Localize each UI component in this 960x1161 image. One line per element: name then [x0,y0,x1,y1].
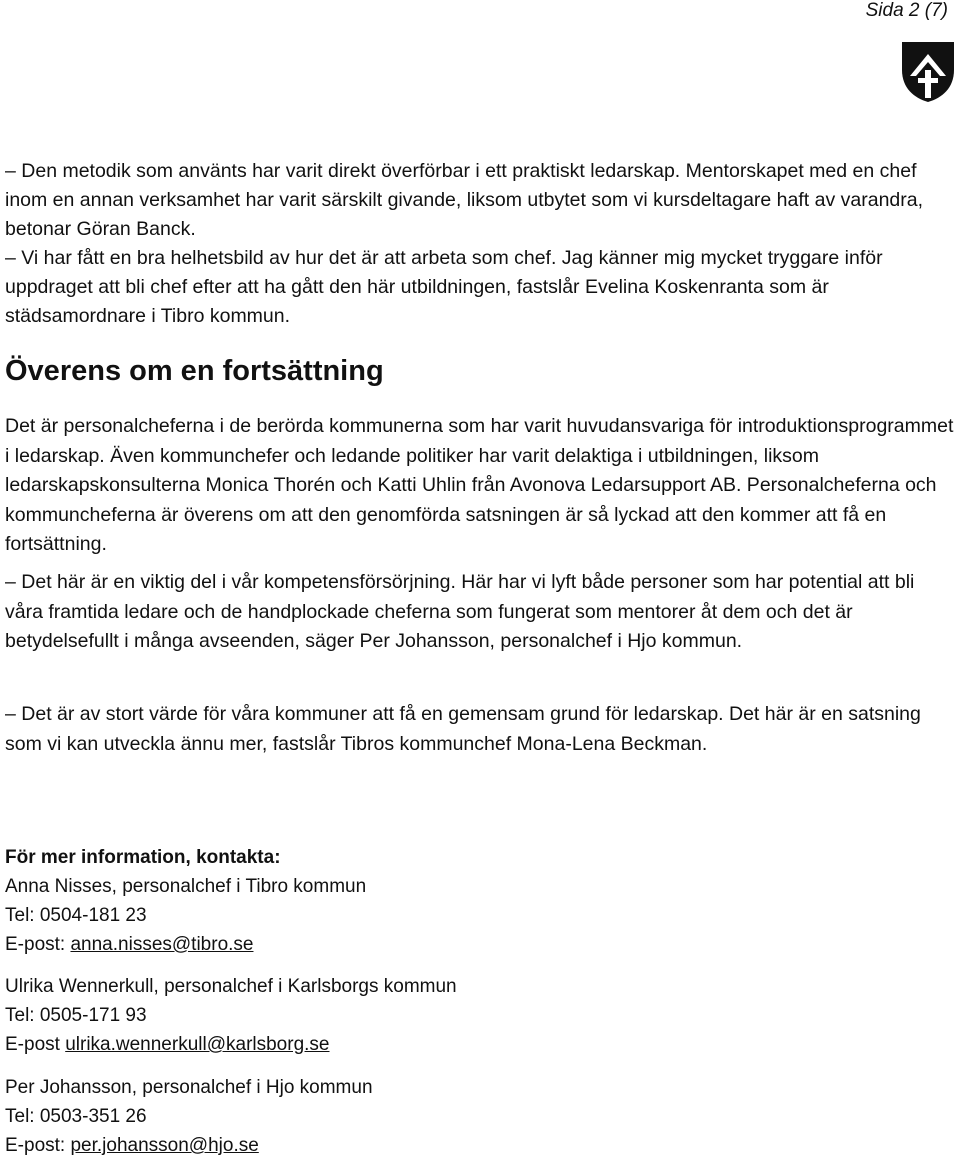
coat-of-arms-icon [900,40,956,104]
email-link[interactable]: ulrika.wennerkull@karlsborg.se [65,1034,330,1055]
paragraph-mona-lena-quote: – Det är av stort värde för våra kommuner att få en gemensam grund för ledarskap. Det här är en satsning som vi kan utveckla ännu mer, fastslår Tibros kommunchef Mona-Lena Beckman. [5,703,921,755]
paragraph-goran-banck-quote: – Den metodik som använts har varit direkt överförbar i ett praktiskt ledarskap. Mentorskapet med en chef inom en annan verksamhet har varit särskilt givande, liksom utbytet som vi kursdeltagare haft av varandra, betonar Göran Banck. [5,160,924,240]
contact-name: Ulrika Wennerkull, personalchef i Karlsborgs kommun [5,976,457,997]
contact-phone: Tel: 0503-351 26 [5,1106,147,1127]
contact-name: Anna Nisses, personalchef i Tibro kommun [5,876,367,897]
email-link[interactable]: anna.nisses@tibro.se [70,934,254,955]
paragraph-per-johansson-quote: – Det här är en viktig del i vår kompetensförsörjning. Här har vi lyft både personer som har potential att bli våra framtida ledare och de handplockade cheferna som fungerat som mentorer åt dem och det är betydelsefullt i många avseenden, säger Per Johansson, personalchef i Hjo kommun. [5,571,915,652]
contact-email-row [5,930,366,959]
contact-card [5,1073,373,1160]
contact-email-row [5,1131,373,1160]
email-label: E-post: [5,934,71,955]
contact-name: Per Johansson, personalchef i Hjo kommun [5,1077,373,1098]
email-label: E-post [5,1034,66,1055]
email-label: E-post: [5,1135,71,1156]
section-heading: Överens om en fortsättning [5,355,384,387]
contact-email-row [5,1030,457,1059]
paragraph-personalchefer: Det är personalcheferna i de berörda kommunerna som har varit huvudansvariga för introduktionsprogrammet i ledarskap. Även kommunchefer och ledande politiker har varit delaktiga i utbildningen, liksom ledarskapskonsulterna Monica Thorén och Katti Uhlin från Avonova Ledarsupport AB. Personalcheferna och kommuncheferna är överens om att den genomförda satsningen är så lyckad att den kommer att få en fortsättning. [5,415,954,555]
paragraph-evelina-quote: – Vi har fått en bra helhetsbild av hur det är att arbeta som chef. Jag känner mig mycket tryggare inför uppdraget att bli chef efter att ha gått den här utbildningen, fastslår Evelina Koskenranta som är städsamordnare i Tibro kommun. [5,247,883,327]
email-link[interactable]: per.johansson@hjo.se [70,1135,259,1156]
contact-card [5,972,457,1059]
page-number: Sida 2 (7) [865,0,948,21]
contact-heading: För mer information, kontakta: [5,847,281,868]
contact-card [5,872,366,959]
contact-phone: Tel: 0504-181 23 [5,905,147,926]
contact-phone: Tel: 0505-171 93 [5,1005,147,1026]
